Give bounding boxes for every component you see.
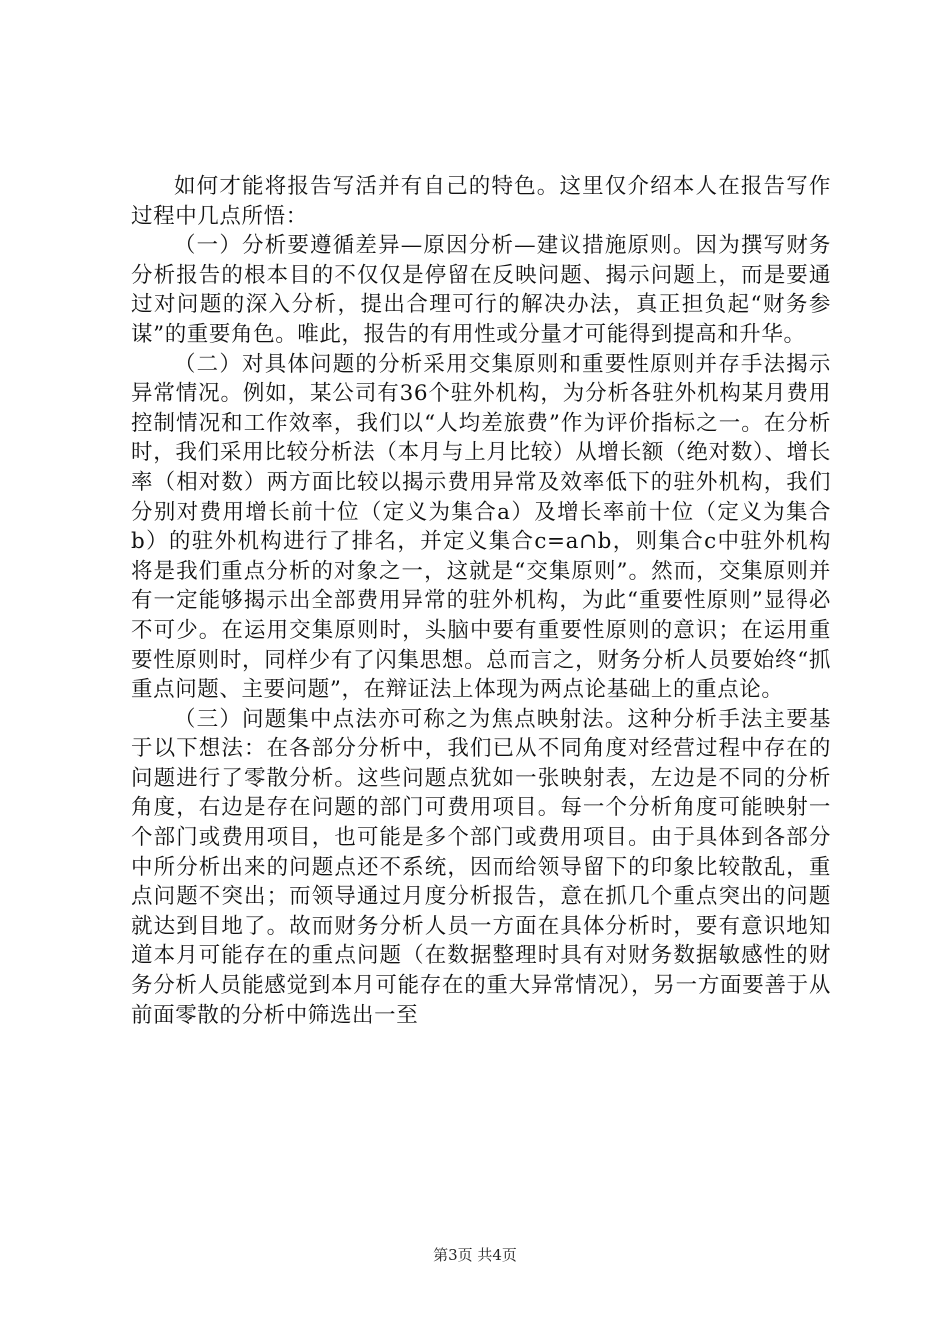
document-body [131,172,831,1030]
paragraph-section-2: （二）对具体问题的分析采用交集原则和重要性原则并存手法揭示异常情况。例如，某公司有36个驻外机构，为分析各驻外机构某月费用控制情况和工作效率，我们以“人均差旅费”作为评价指标之一。在分析时，我们采用比较分析法（本月与上月比较）从增长额（绝对数）、增长率（相对数）两方面比较以揭示费用异常及效率低下的驻外机构，我们分别对费用增长前十位（定义为集合a）及增长率前十位（定义为集合b）的驻外机构进行了排名，并定义集合c=a∩b，则集合c中驻外机构将是我们重点分析的对象之一，这就是“交集原则”。然而，交集原则并有一定能够揭示出全部费用异常的驻外机构，为此“重要性原则”显得必不可少。在运用交集原则时，头脑中要有重要性原则的意识；在运用重要性原则时，同样少有了闪集思想。总而言之，财务分析人员要始终“抓重点问题、主要问题”，在辩证法上体现为两点论基础上的重点论。 [131,351,831,703]
paragraph-section-3: （三）问题集中点法亦可称之为焦点映射法。这种分析手法主要基于以下想法：在各部分分析中，我们已从不同角度对经营过程中存在的问题进行了零散分析。这些问题点犹如一张映射表，左边是不同的分析角度，右边是存在问题的部门可费用项目。每一个分析角度可能映射一个部门或费用项目，也可能是多个部门或费用项目。由于具体到各部分中所分析出来的问题点还不系统，因而给领导留下的印象比较散乱，重点问题不突出；而领导通过月度分析报告，意在抓几个重点突出的问题就达到目地了。故而财务分析人员一方面在具体分析时，要有意识地知道本月可能存在的重点问题（在数据整理时具有对财务数据敏感性的财务分析人员能感觉到本月可能存在的重大异常情况），另一方面要善于从前面零散的分析中筛选出一至 [131,706,831,1028]
paragraph-intro: 如何才能将报告写活并有自己的特色。这里仅介绍本人在报告写作过程中几点所悟： [131,174,831,229]
page-footer [0,1245,950,1265]
paragraph-section-1: （一）分析要遵循差异—原因分析—建议措施原则。因为撰写财务分析报告的根本目的不仅仅是停留在反映问题、揭示问题上，而是要通过对问题的深入分析，提出合理可行的解决办法，真正担负起“财务参谋”的重要角色。唯此，报告的有用性或分量才可能得到提高和升华。 [131,233,831,347]
page-number: 第3页 共4页 [433,1246,517,1264]
